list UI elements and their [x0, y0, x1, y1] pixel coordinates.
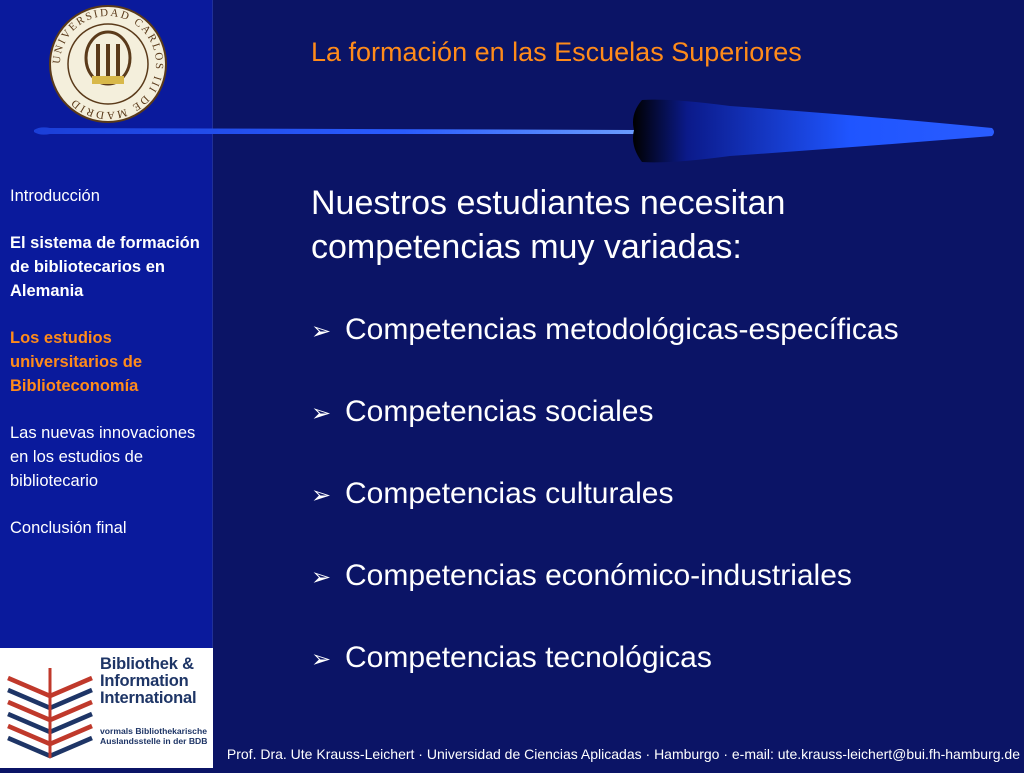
- bullet-list: [311, 313, 1011, 723]
- sidebar-nav: [10, 184, 206, 563]
- slide-heading: Nuestros estudiantes necesitan competencias muy variadas:: [311, 184, 786, 266]
- slide-title: La formación en las Escuelas Superiores: [311, 37, 802, 67]
- bullet-text: Competencias culturales: [345, 477, 674, 510]
- arrow-bullet-icon: ➢: [311, 400, 332, 427]
- bii-logo: [0, 648, 213, 768]
- nav-item-introduccion[interactable]: Introducción: [10, 187, 100, 205]
- bullet-text: Competencias económico-industriales: [345, 559, 852, 592]
- logo-wordmark: Bibliothek & Information International: [100, 655, 197, 707]
- nav-item-conclusion[interactable]: Conclusión final: [10, 519, 127, 537]
- bullet-item: [311, 559, 1011, 641]
- arrow-bullet-icon: ➢: [311, 646, 332, 673]
- bullet-item: [311, 395, 1011, 477]
- slide-footer: Prof. Dra. Ute Krauss-Leichert · Universidad de Ciencias Aplicadas · Hamburgo · e-mail: ute.krauss-leichert@bui.fh-hamburg.de: [226, 746, 1020, 762]
- bullet-text: Competencias metodológicas-específicas: [345, 313, 899, 346]
- bullet-text: Competencias tecnológicas: [345, 641, 712, 674]
- arrow-bullet-icon: ➢: [311, 482, 332, 509]
- book-icon: [0, 648, 100, 768]
- bullet-item: [311, 313, 1011, 395]
- logo-subtitle: vormals Bibliothekarische Auslandsstelle in der BDB: [100, 726, 208, 746]
- nav-item-estudios-universitarios[interactable]: Los estudios universitarios de Biblioteconomía: [10, 329, 143, 395]
- decorative-swoosh: [30, 96, 1000, 170]
- arrow-bullet-icon: ➢: [311, 318, 332, 345]
- nav-item-nuevas-innovaciones[interactable]: Las nuevas innovaciones en los estudios de bibliotecario: [10, 424, 196, 490]
- svg-text:UNIVERSIDAD CARLOS III DE MADR: UNIVERSIDAD CARLOS III DE MADRID: [50, 6, 166, 122]
- nav-item-sistema-formacion[interactable]: El sistema de formación de bibliotecarios en Alemania: [10, 234, 200, 300]
- bullet-text: Competencias sociales: [345, 395, 654, 428]
- bullet-item: [311, 477, 1011, 559]
- bullet-item: [311, 641, 1011, 723]
- arrow-bullet-icon: ➢: [311, 564, 332, 591]
